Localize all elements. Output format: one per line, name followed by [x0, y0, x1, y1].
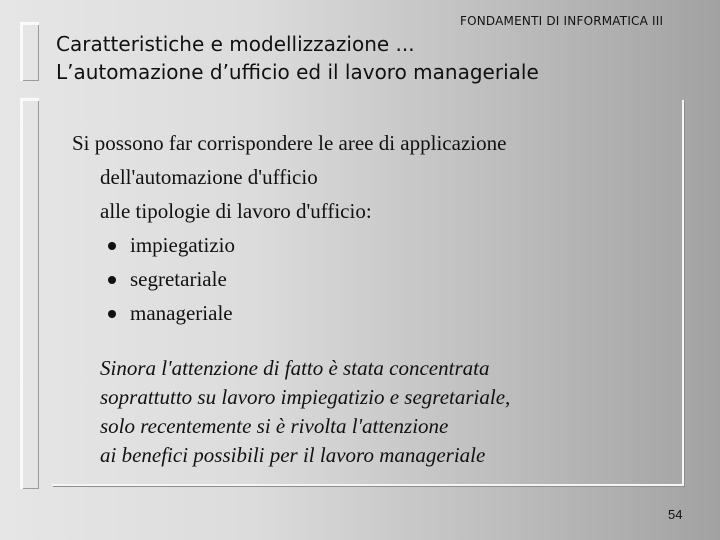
- note-line-3: solo recentemente si è rivolta l'attenzione: [100, 414, 449, 438]
- title-line-2: L’automazione d’ufficio ed il lavoro manageriale: [56, 60, 539, 84]
- course-header: FONDAMENTI DI INFORMATICA III: [460, 14, 664, 28]
- bullet-item: manageriale: [108, 296, 672, 330]
- bullet-list: [72, 228, 672, 330]
- title-bracket-decoration: [20, 22, 39, 81]
- slide-title: [56, 30, 539, 86]
- bullet-item: segretariale: [108, 262, 672, 296]
- note-line-2: soprattutto su lavoro impiegatizio e segretariale,: [100, 385, 511, 409]
- intro-line-2: dell'automazione d'ufficio: [100, 165, 318, 189]
- note-text: [100, 354, 660, 470]
- bullet-item: impiegatizio: [108, 228, 672, 262]
- intro-line-3: alle tipologie di lavoro d'ufficio:: [100, 199, 372, 223]
- body-text: [72, 126, 672, 330]
- page-number: 54: [668, 507, 683, 522]
- title-line-1: Caratteristiche e modellizzazione ...: [56, 32, 415, 56]
- intro-line-1: Si possono far corrispondere le aree di applicazione: [72, 131, 507, 155]
- note-line-4: ai benefici possibili per il lavoro manageriale: [100, 443, 486, 467]
- body-bracket-decoration: [20, 98, 39, 489]
- note-line-1: Sinora l'attenzione di fatto è stata concentrata: [100, 356, 490, 380]
